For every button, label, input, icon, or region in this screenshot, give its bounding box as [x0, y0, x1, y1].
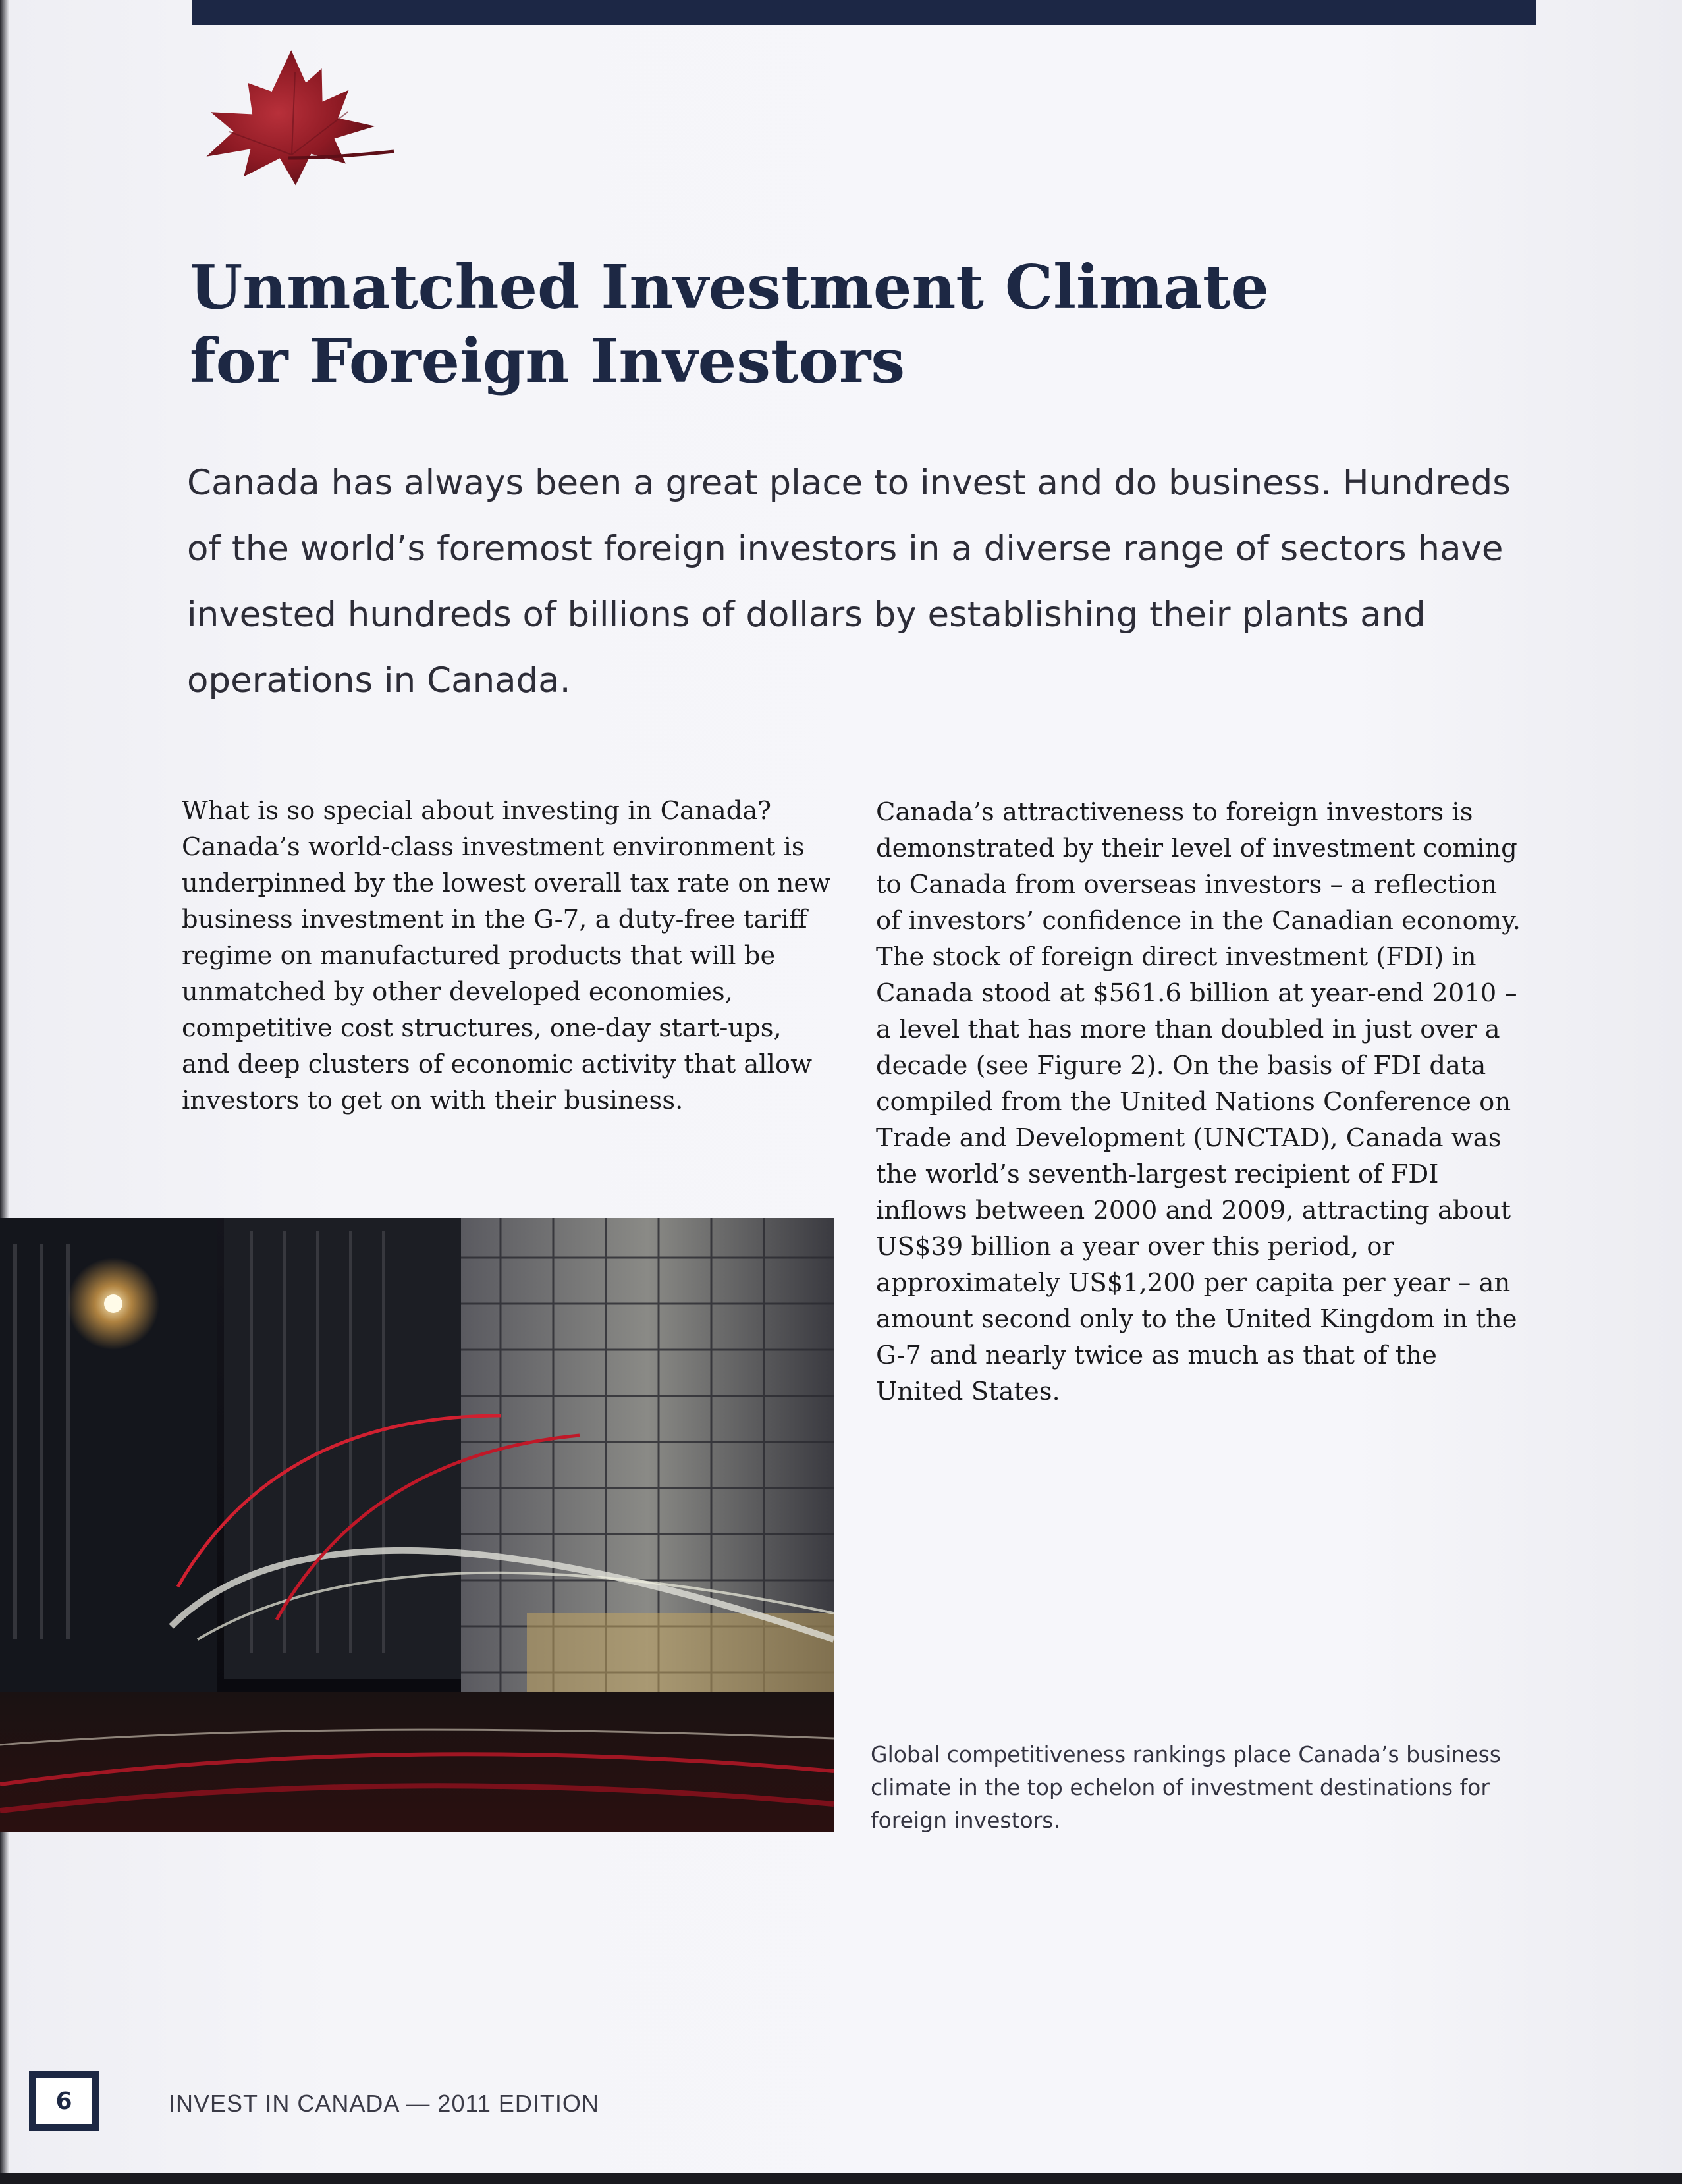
body-text-left-column: What is so special about investing in Canada? Canada’s world-class investment environment is underpinned by the lowest overall tax rate on new business investment in the G-7, a duty-free tariff regime on manufactured products that will be unmatched by other developed economies, competitive cost structures, one-day start-ups, and deep clusters of economic activity that allow investors to get on with their business.: [182, 796, 831, 1115]
page-bottom-edge: [0, 2173, 1682, 2184]
page-number: 6: [29, 2071, 99, 2131]
maple-leaf-icon: [176, 46, 400, 198]
binding-shadow: [0, 0, 9, 2184]
city-night-skyline-photo: [0, 1218, 834, 1832]
photo-caption: Global competitiveness rankings place Canada’s business climate in the top echelon of investment destinations for foreign investors.: [871, 1742, 1501, 1833]
intro-paragraph: Canada has always been a great place to invest and do business. Hundreds of the world’s foremost foreign investors in a diverse range of sectors have invested hundreds of billions of dollars by establishing their plants and operations in Canada.: [187, 463, 1511, 701]
publication-footer: INVEST IN CANADA — 2011 EDITION: [169, 2090, 599, 2117]
title-line-1: Unmatched Investment Climate: [190, 252, 1269, 323]
title-line-2: for Foreign Investors: [190, 325, 906, 396]
header-bar: [192, 0, 1536, 25]
body-text-right-column: Canada’s attractiveness to foreign investors is demonstrated by their level of investment coming to Canada from overseas investors – a reflection of investors’ confidence in the Canadian economy. The stock of foreign direct investment (FDI) in Canada stood at $561.6 billion at year-end 2010 – a level that has more than doubled in just over a decade (see Figure 2). On the basis of FDI data compiled from the United Nations Conference on Trade and Development (UNCTAD), Canada was the world’s seventh-largest recipient of FDI inflows between 2000 and 2009, attracting about US$39 billion a year over this period, or approximately US$1,200 per capita per year – an amount second only to the United Kingdom in the G-7 and nearly twice as much as that of the United States.: [876, 797, 1521, 1406]
page-title: [190, 250, 1507, 398]
